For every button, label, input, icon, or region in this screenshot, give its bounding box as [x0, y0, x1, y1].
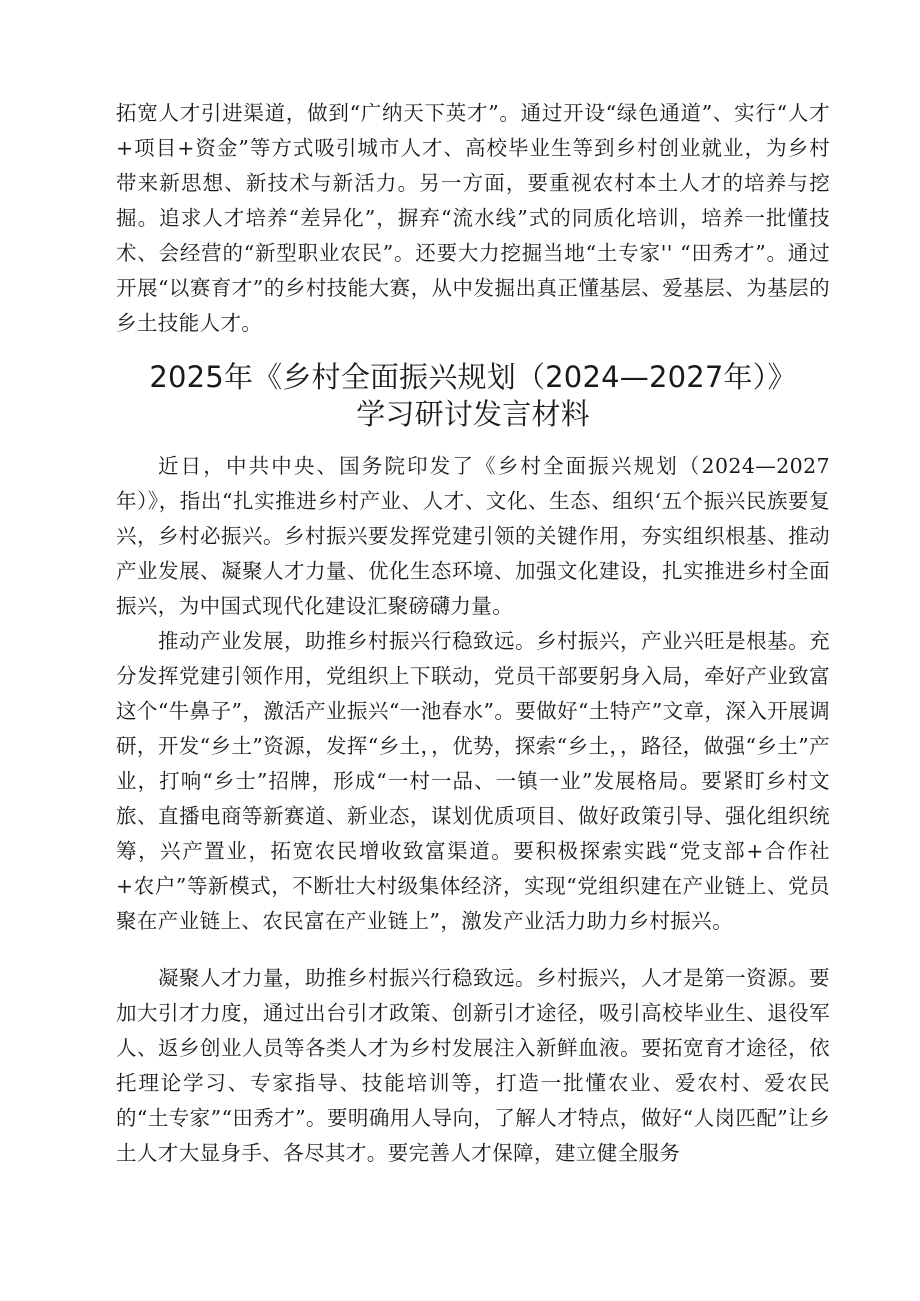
body-paragraph-3: 凝聚人才力量，助推乡村振兴行稳致远。乡村振兴，人才是第一资源。要加大引才力度，通过出台引才政策、创新引才途径，吸引高校毕业生、退役军人、返乡创业人员等各类人才为乡村发展注入新鲜血液。要拓宽育才途径，依托理论学习、专家指导、技能培训等，打造一批懂农业、爱农村、爱农民的“土专家”“田秀才”。要明确用人导向，了解人才特点，做好“人岗匹配”让乡土人才大显身手、各尽其才。要完善人才保障，建立健全服务	[116, 966, 830, 1165]
document-title	[116, 359, 830, 433]
body-paragraph-1: 近日，中共中央、国务院印发了《乡村全面振兴规划（2024—2027年）》，指出“扎实推进乡村产业、人才、文化、生态、组织‘五个振兴民族要复兴，乡村必振兴。乡村振兴要发挥党建引领的关键作用，夯实组织根基、推动产业发展、凝聚人才力量、优化生态环境、加强文化建设，扎实推进乡村全面振兴，为中国式现代化建设汇聚磅礴力量。	[116, 454, 830, 618]
title-line-2: 学习研讨发言材料	[356, 397, 590, 431]
intro-paragraph: 拓宽人才引进渠道，做到“广纳天下英才”。通过开设“绿色通道”、实行“人才+项目+资金”等方式吸引城市人才、高校毕业生等到乡村创业就业，为乡村带来新思想、新技术与新活力。另一方面，要重视农村本土人才的培养与挖掘。追求人才培养“差异化”，摒弃“流水线”式的同质化培训，培养一批懂技术、会经营的“新型职业农民”。还要大力挖掘当地“土专家'' “田秀才”。通过开展“以赛育才”的乡村技能大赛，从中发掘出真正懂基层、爱基层、为基层的乡土技能人才。	[116, 101, 830, 335]
body-paragraph-2: 推动产业发展，助推乡村振兴行稳致远。乡村振兴，产业兴旺是根基。充分发挥党建引领作用，党组织上下联动，党员干部要躬身入局，牵好产业致富这个“牛鼻子”，激活产业振兴“一池春水”。要做好“土特产”文章，深入开展调研，开发“乡土”资源，发挥“乡土，，优势，探索“乡土，，路径，做强“乡土”产业，打响“乡士”招牌，形成“一村一品、一镇一业”发展格局。要紧盯乡村文旅、直播电商等新赛道、新业态，谋划优质项目、做好政策引导、强化组织统筹，兴产置业，拓宽农民增收致富渠道。要积极探索实践“党支部+合作社+农户”等新模式，不断壮大村级集体经济，实现“党组织建在产业链上、党员聚在产业链上、农民富在产业链上”，激发产业活力助力乡村振兴。	[116, 629, 830, 933]
title-line-1: 2025年《乡村全面振兴规划（2024—2027年）》	[149, 360, 797, 394]
document-page	[116, 96, 830, 1171]
